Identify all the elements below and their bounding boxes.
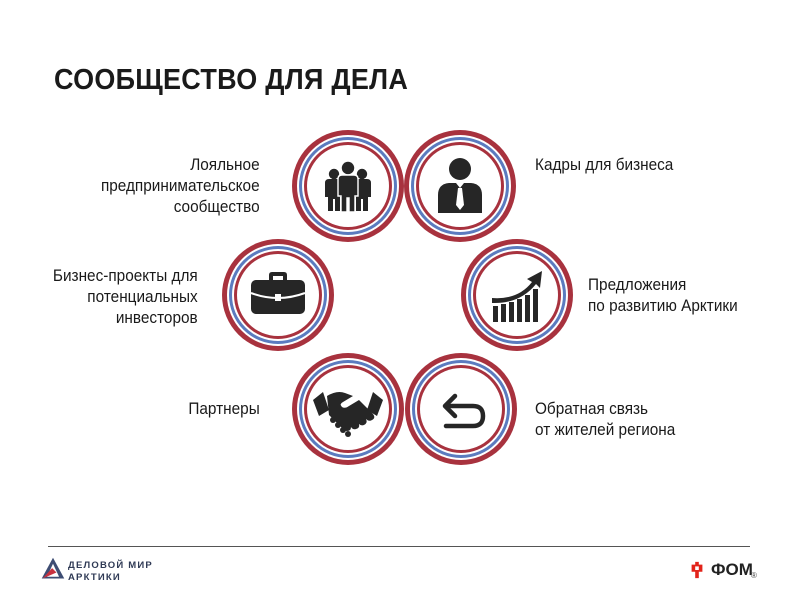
badge-proposals [458, 236, 576, 354]
label-partners: Партнеры [188, 400, 260, 418]
footer-right-logo-text: ФОМ [711, 560, 753, 579]
badge-staff [401, 127, 519, 245]
label-projects: Бизнес-проекты для потенциальных инвесторов [53, 267, 198, 327]
registered-mark: ® [751, 571, 757, 580]
badge-community [289, 127, 407, 245]
page-title: СООБЩЕСТВО ДЛЯ ДЕЛА [54, 64, 409, 96]
footer-left-logo-text: ДЕЛОВОЙ МИР АРКТИКИ [68, 560, 153, 583]
footer-divider [48, 546, 750, 547]
badge-feedback [402, 350, 520, 468]
label-proposals: Предложения по развитию Арктики [588, 276, 738, 315]
label-feedback: Обратная связь от жителей региона [535, 400, 676, 439]
arctic-logo-icon [40, 556, 66, 582]
label-staff: Кадры для бизнеса [535, 156, 674, 174]
badge-partners [289, 350, 407, 468]
fom-logo-icon [688, 561, 706, 579]
badge-projects [219, 236, 337, 354]
label-community: Лояльное предпринимательское сообщество [101, 156, 260, 216]
